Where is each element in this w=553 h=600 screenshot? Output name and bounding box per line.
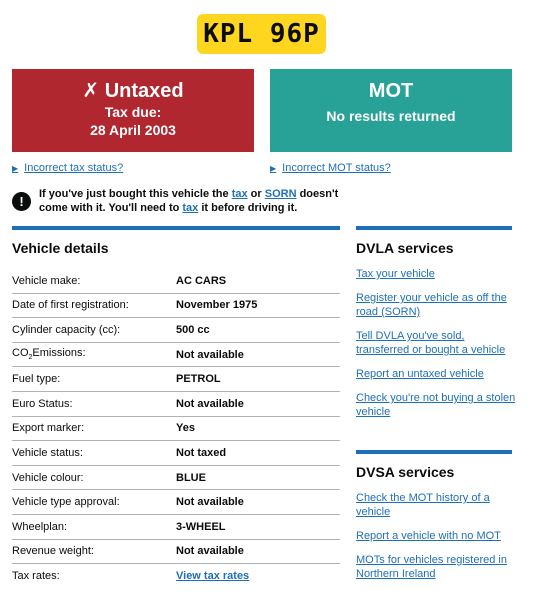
tax-link[interactable]: tax xyxy=(231,188,248,200)
view-tax-rates-link[interactable]: View tax rates xyxy=(176,570,250,583)
table-row xyxy=(12,540,340,565)
row-label: Tax rates: xyxy=(12,570,60,583)
row-label: Wheelplan: xyxy=(12,520,68,533)
mot-status-panel xyxy=(270,69,512,152)
tax-your-vehicle-link[interactable]: Tax your vehicle xyxy=(356,268,435,280)
vehicle-details-heading: Vehicle details xyxy=(12,240,109,256)
row-value: Not available xyxy=(176,397,244,410)
section-divider xyxy=(356,226,512,230)
report-untaxed-link[interactable]: Report an untaxed vehicle xyxy=(356,368,484,380)
triangle-right-icon: ▶ xyxy=(12,163,19,173)
table-row xyxy=(12,269,340,294)
row-value: Yes xyxy=(176,422,195,435)
check-stolen-link[interactable]: Check you're not buying a stolen vehicle xyxy=(356,392,516,418)
sorn-link[interactable]: SORN xyxy=(264,188,297,200)
row-label: Vehicle status: xyxy=(12,446,83,459)
row-value: Not available xyxy=(176,348,244,361)
row-label: Vehicle type approval: xyxy=(12,496,120,509)
row-value: 500 cc xyxy=(176,323,210,336)
incorrect-mot-status-toggle[interactable] xyxy=(270,162,391,174)
row-value: November 1975 xyxy=(176,299,258,312)
table-row xyxy=(12,417,340,442)
tax-status-title: ✗ Untaxed xyxy=(82,80,184,102)
row-label: Vehicle make: xyxy=(12,274,81,287)
mot-status-text: No results returned xyxy=(326,108,456,124)
section-divider xyxy=(356,450,512,454)
incorrect-tax-status-link[interactable]: Incorrect tax status? xyxy=(24,162,124,174)
row-value: PETROL xyxy=(176,373,221,386)
triangle-right-icon: ▶ xyxy=(270,163,277,173)
mot-status-title: MOT xyxy=(368,80,414,102)
table-row xyxy=(12,490,340,515)
dvsa-services-list xyxy=(356,491,516,581)
table-row xyxy=(12,564,340,589)
tax-link-2[interactable]: tax xyxy=(182,202,199,214)
table-row xyxy=(12,318,340,343)
table-row xyxy=(12,392,340,417)
tax-due-label: Tax due: xyxy=(104,104,162,120)
row-label: Revenue weight: xyxy=(12,545,94,558)
report-no-mot-link[interactable]: Report a vehicle with no MOT xyxy=(356,530,501,542)
row-value: Not available xyxy=(176,545,244,558)
number-plate: KPL 96P xyxy=(197,14,326,54)
incorrect-tax-status-toggle[interactable] xyxy=(12,162,123,174)
exclamation-icon: ! xyxy=(12,192,31,211)
row-value: Not taxed xyxy=(176,446,227,459)
table-row xyxy=(12,515,340,540)
row-label: Cylinder capacity (cc): xyxy=(12,323,121,336)
row-value: Not available xyxy=(176,496,244,509)
row-value: 3-WHEEL xyxy=(176,520,226,533)
row-label: Date of first registration: xyxy=(12,299,129,312)
row-label: Fuel type: xyxy=(12,373,61,386)
table-row xyxy=(12,367,340,392)
table-row xyxy=(12,466,340,491)
row-label: Euro Status: xyxy=(12,397,73,410)
table-row xyxy=(12,343,340,368)
tax-status-panel xyxy=(12,69,254,152)
incorrect-mot-status-link[interactable]: Incorrect MOT status? xyxy=(282,162,391,174)
dvla-services-list xyxy=(356,267,516,419)
mot-northern-ireland-link[interactable]: MOTs for vehicles registered in Northern Ireland xyxy=(356,554,507,580)
row-value: AC CARS xyxy=(176,274,227,287)
table-row xyxy=(12,294,340,319)
row-label: $CO_2Emissions$: xyxy=(12,347,86,362)
vehicle-details-table xyxy=(12,269,340,589)
warning-notice xyxy=(12,187,342,215)
mot-history-link[interactable]: Check the MOT history of a vehicle xyxy=(356,492,490,518)
section-divider xyxy=(12,226,340,230)
tax-due-date: 28 April 2003 xyxy=(90,122,176,138)
sorn-register-link[interactable]: Register your vehicle as off the road (SORN) xyxy=(356,292,507,318)
row-value: BLUE xyxy=(176,471,206,484)
dvsa-services-heading: DVSA services xyxy=(356,464,455,480)
row-label: Vehicle colour: xyxy=(12,471,84,484)
warning-text: If you've just bought this vehicle the tax or SORN doesn't come with it. You'll need to tax it before driving it. xyxy=(39,188,339,214)
table-row xyxy=(12,441,340,466)
dvla-services-heading: DVLA services xyxy=(356,240,454,256)
tell-dvla-link[interactable]: Tell DVLA you've sold, transferred or bought a vehicle xyxy=(356,330,506,356)
row-label: Export marker: xyxy=(12,422,85,435)
